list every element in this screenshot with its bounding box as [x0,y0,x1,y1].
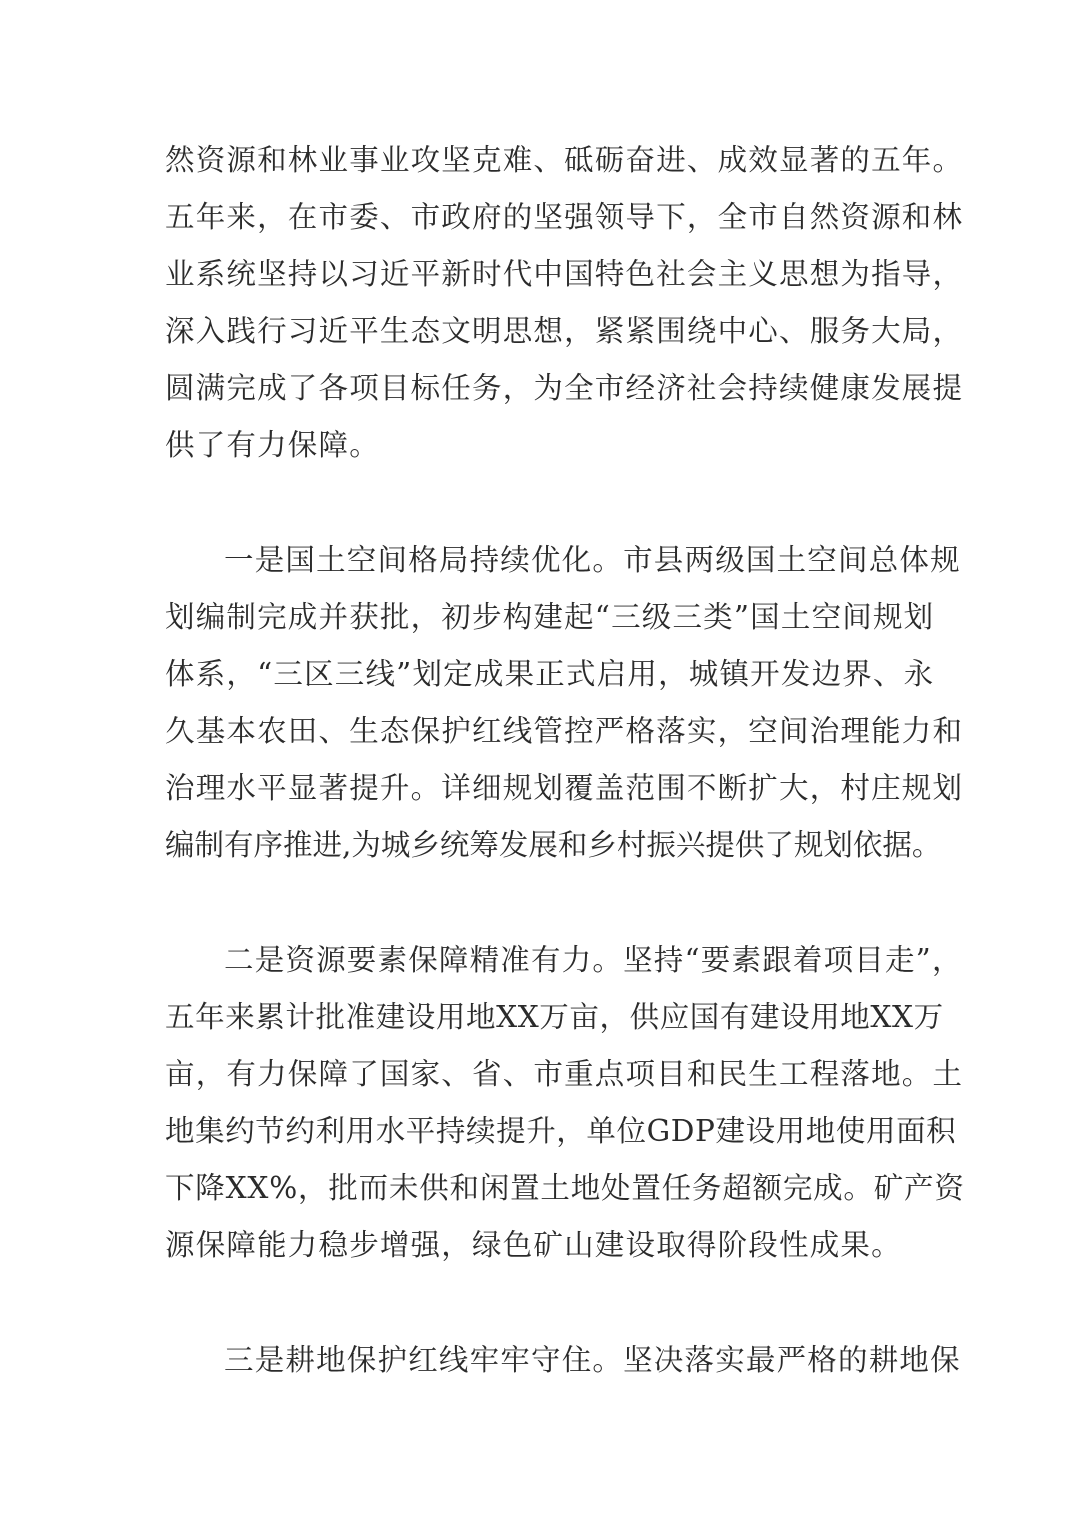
paragraph-spacer [165,874,925,932]
document-body [165,132,965,1389]
text-line: 源保障能力稳步增强，绿色矿山建设取得阶段性成果。 [165,1228,902,1262]
text-line-indented: 三是耕地保护红线牢牢守住。坚决落实最严格的耕地保 [224,1343,961,1377]
paragraph-spatial-planning [165,532,964,874]
text-line: 五年来，在市委、市政府的坚强领导下，全市自然资源和林 [165,200,964,234]
text-line: 地集约节约利用水平持续提升，单位GDP建设用地使用面积 [165,1114,957,1148]
text-line: 五年来累计批准建设用地XX万亩，供应国有建设用地XX万 [165,1000,944,1034]
paragraph-spacer [165,1274,925,1332]
text-line-indented: 一是国土空间格局持续优化。市县两级国土空间总体规 [224,543,961,577]
paragraph-intro [165,132,964,474]
text-line: 供了有力保障。 [165,428,380,462]
text-line: 业系统坚持以习近平新时代中国特色社会主义思想为指导， [165,257,964,291]
paragraph-spacer [165,474,925,532]
text-line: 亩，有力保障了国家、省、市重点项目和民生工程落地。土 [165,1057,964,1091]
text-line: 体系，“三区三线”划定成果正式启用，城镇开发边界、永 [165,657,935,691]
text-line: 编制有序推进,为城乡统筹发展和乡村振兴提供了规划依据。 [165,828,942,862]
text-line: 划编制完成并获批，初步构建起“三级三类”国土空间规划 [165,600,935,634]
paragraph-farmland-protection [165,1332,961,1389]
text-line: 久基本农田、生态保护红线管控严格落实，空间治理能力和 [165,714,964,748]
text-line: 圆满完成了各项目标任务，为全市经济社会持续健康发展提 [165,371,964,405]
text-line-indented: 二是资源要素保障精准有力。坚持“要素跟着项目走”， [224,943,963,977]
text-line: 治理水平显著提升。详细规划覆盖范围不断扩大，村庄规划 [165,771,964,805]
text-line: 然资源和林业事业攻坚克难、砥砺奋进、成效显著的五年。 [165,143,964,177]
paragraph-resource-guarantee [165,932,965,1274]
text-line: 下降XX%，批而未供和闲置土地处置任务超额完成。矿产资 [165,1171,965,1205]
text-line: 深入践行习近平生态文明思想，紧紧围绕中心、服务大局， [165,314,964,348]
